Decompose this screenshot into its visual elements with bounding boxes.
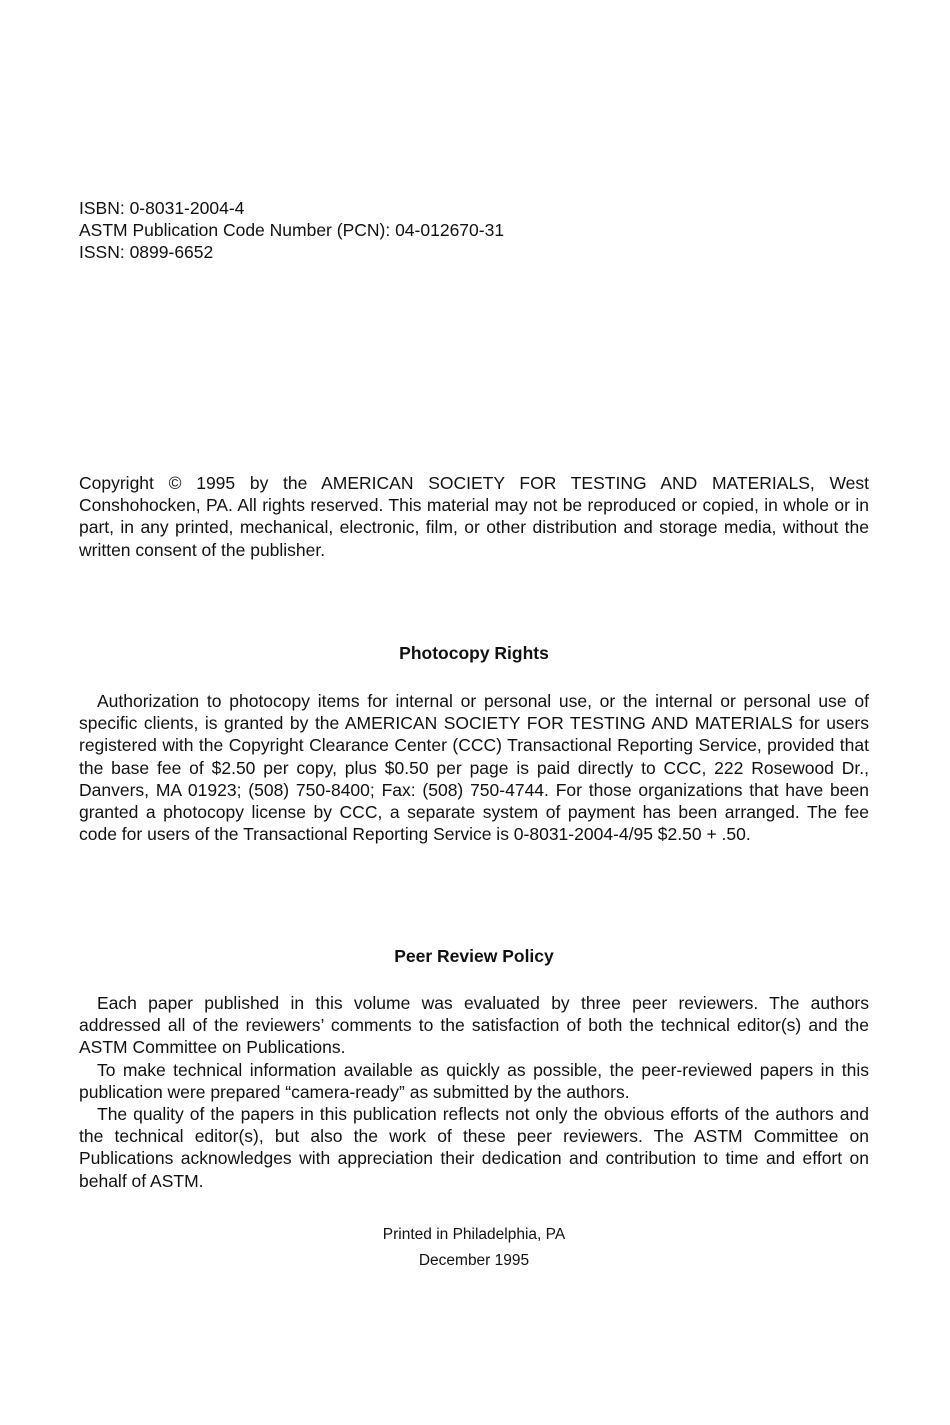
pcn-line: ASTM Publication Code Number (PCN): 04-012670-31 [79,220,505,241]
peer-review-paragraph-3: The quality of the papers in this publication reflects not only the obvious efforts of the authors and the technical editor(s), but also the work of these peer reviewers. The ASTM Committee on Publications acknowledges with appreciation their dedication and contribution to time and effort on behalf of ASTM. [79,1104,869,1191]
printed-date: December 1995 [418,1252,530,1269]
printed-location: Printed in Philadelphia, PA [382,1226,566,1243]
copyright-paragraph: Copyright © 1995 by the AMERICAN SOCIETY FOR TESTING AND MATERIALS, West Conshohocken, PA. All rights reserved. This material may not be reproduced or copied, in whole or in part, in any printed, mechanical, electronic, film, or other distribution and storage media, without the written consent of the publisher. [79,473,869,560]
photocopy-rights-section [79,690,869,845]
copyright-notice [79,472,869,561]
issn-line: ISSN: 0899-6652 [79,242,214,263]
peer-review-section [79,992,869,1192]
isbn-line: ISBN: 0-8031-2004-4 [79,198,245,218]
imprint-block [79,1222,869,1274]
photocopy-paragraph: Authorization to photocopy items for internal or personal use, or the internal or personal use of specific clients, is granted by the AMERICAN SOCIETY FOR TESTING AND MATERIALS for users registered with the Copyright Clearance Center (CCC) Transactional Reporting Service, provided that the base fee of $2.50 per copy, plus $0.50 per page is paid directly to CCC, 222 Rosewood Dr., Danvers, MA 01923; (508) 750-8400; Fax: (508) 750-4744. For those organizations that have been granted a photocopy license by CCC, a separate system of payment has been arranged. The fee code for users of the Transactional Reporting Service is 0-8031-2004-4/95 $2.50 + .50. [79,691,869,845]
peer-review-paragraph-1: Each paper published in this volume was evaluated by three peer reviewers. The authors addressed all of the reviewers’ comments to the satisfaction of both the technical editor(s) and the ASTM Committee on Publications. [79,993,869,1058]
peer-review-heading: Peer Review Policy [394,946,554,966]
peer-review-paragraph-2: To make technical information available as quickly as possible, the peer-reviewed papers in this publication were prepared “camera-ready” as submitted by the authors. [79,1059,869,1102]
photocopy-rights-heading: Photocopy Rights [399,643,549,663]
identifiers-block [79,197,869,264]
